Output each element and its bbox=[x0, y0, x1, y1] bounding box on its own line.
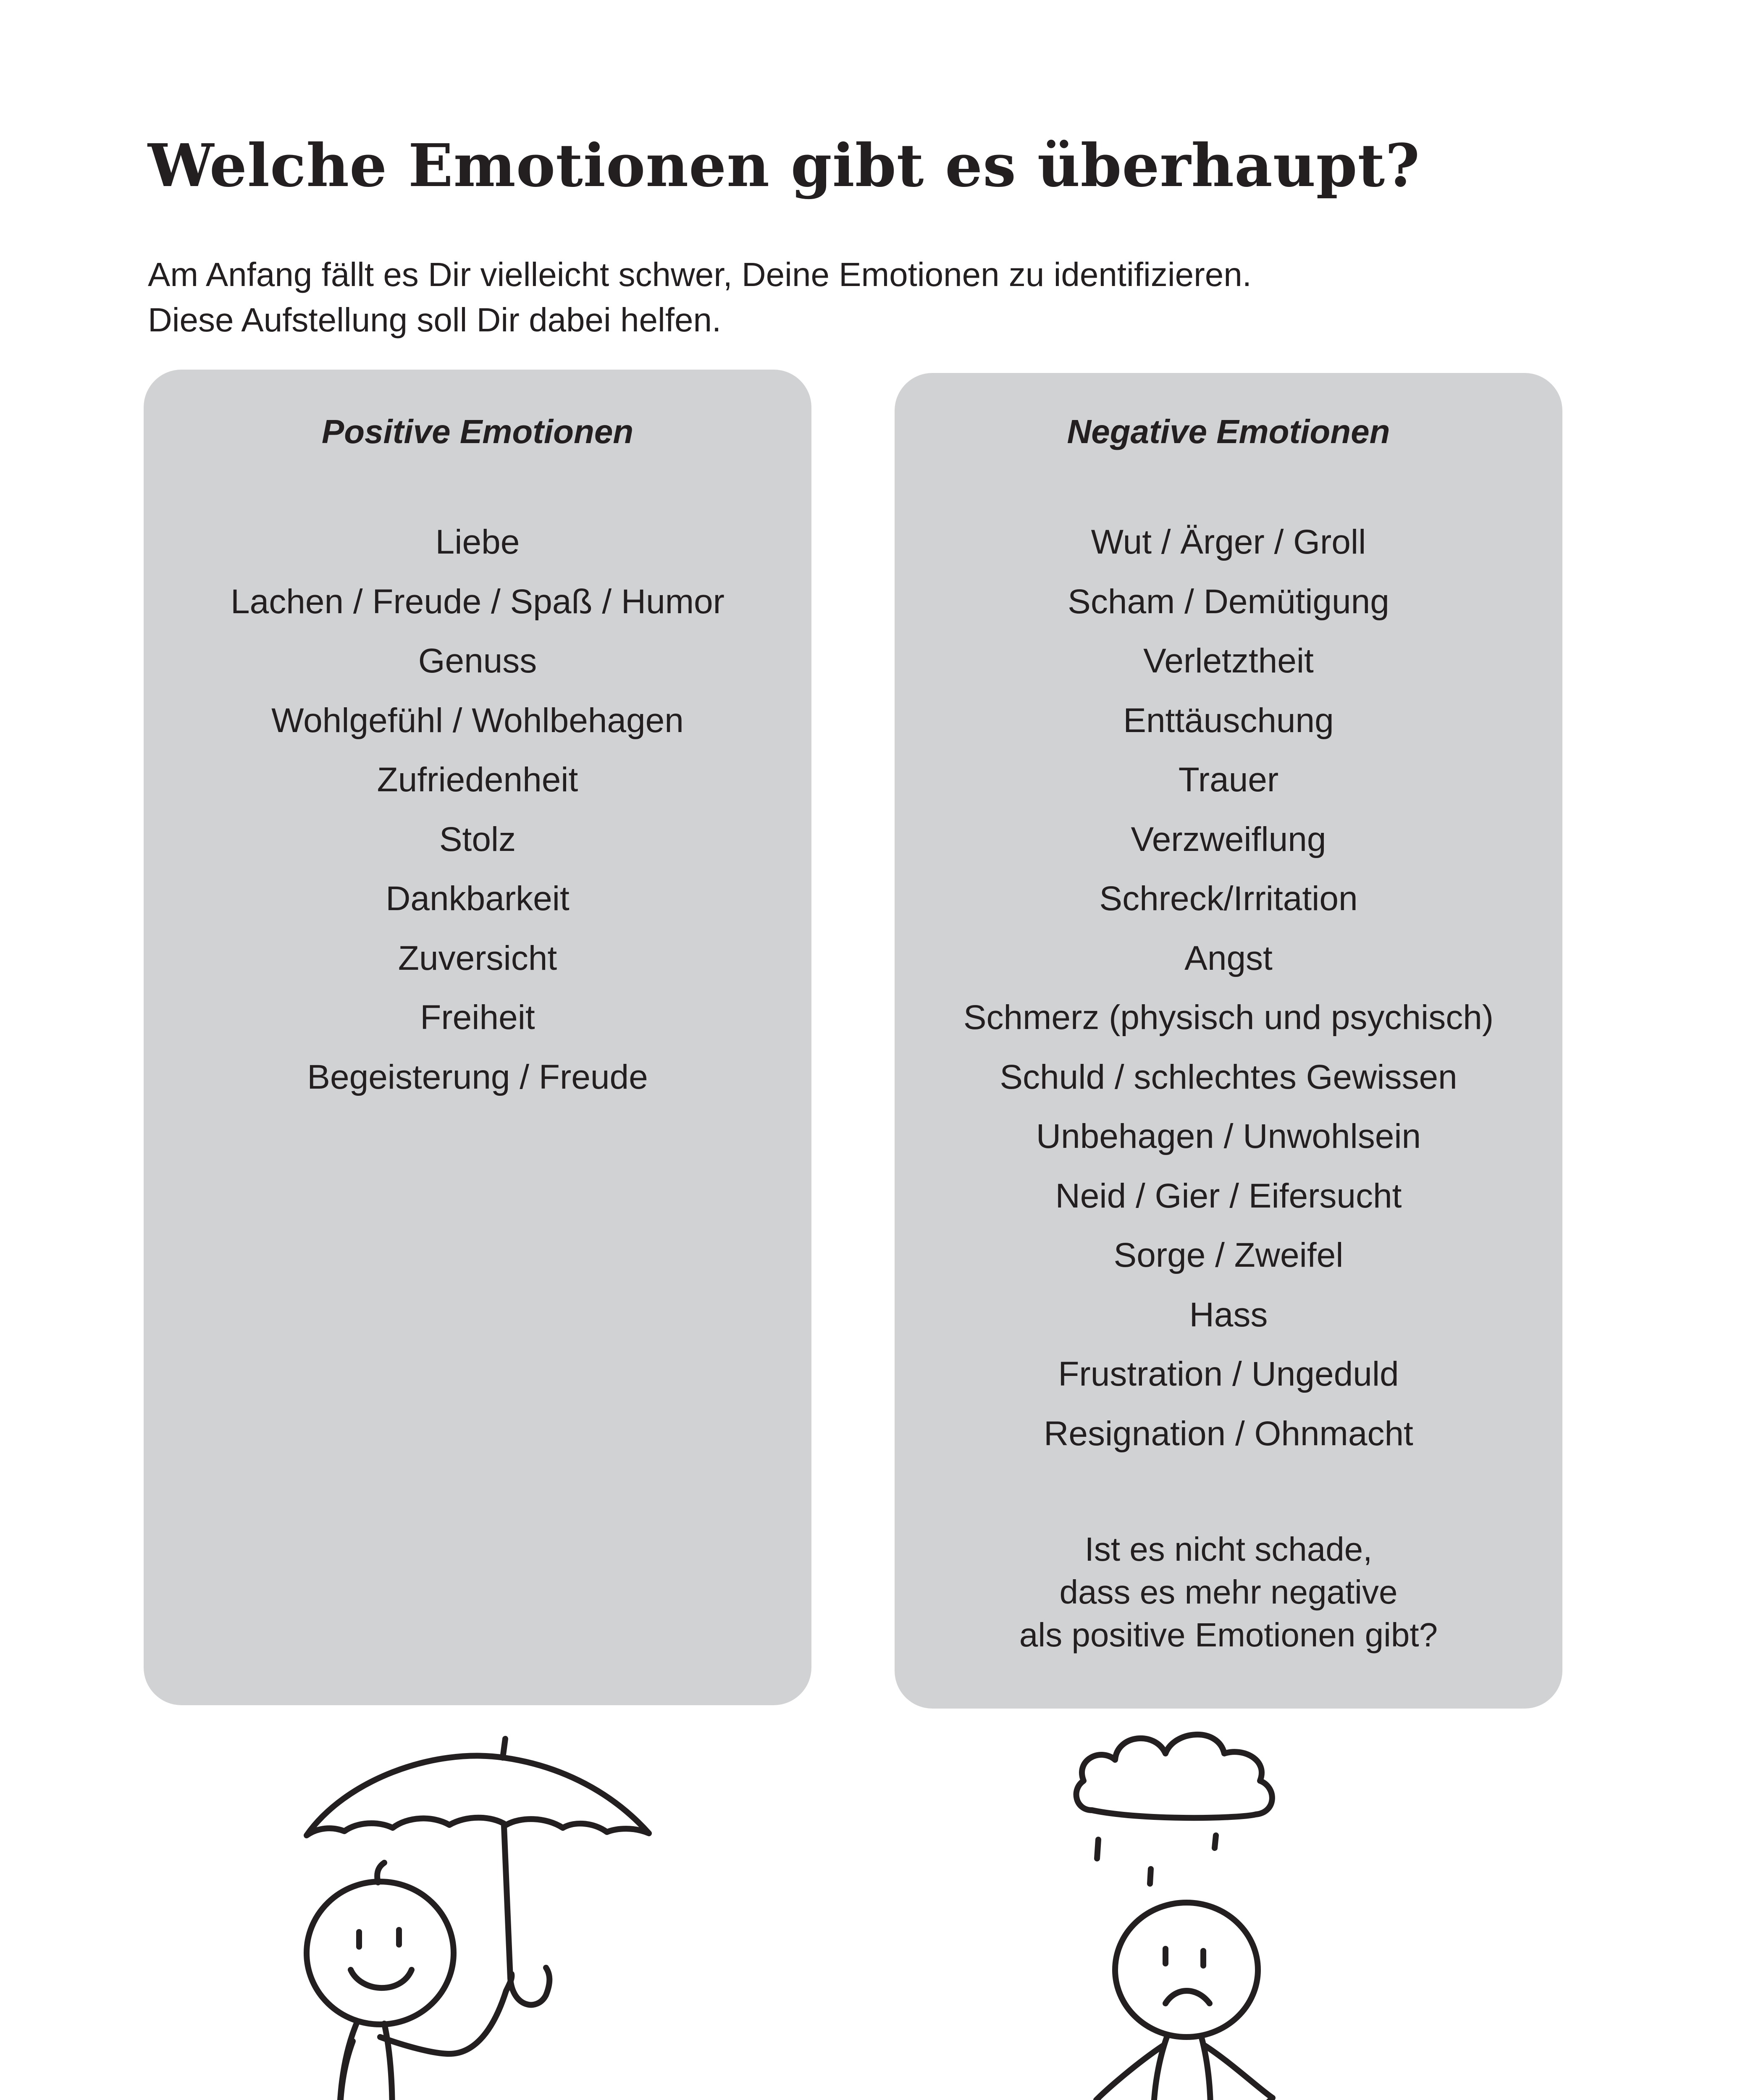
intro-text bbox=[148, 252, 1576, 343]
list-item: Zufriedenheit bbox=[377, 761, 578, 799]
umbrella-tip bbox=[503, 1739, 505, 1758]
umbrella-figure-drawing bbox=[294, 1718, 672, 2100]
umbrella-canopy bbox=[307, 1756, 649, 1835]
umbrella-figure-illustration bbox=[294, 1718, 672, 2100]
list-item: Wohlgefühl / Wohlbehagen bbox=[271, 701, 684, 740]
list-item: Begeisterung / Freude bbox=[307, 1058, 648, 1096]
intro-line: Am Anfang fällt es Dir vielleicht schwer, Deine Emotionen zu identifizieren. bbox=[148, 256, 1252, 293]
list-item: Genuss bbox=[418, 642, 537, 680]
right-arm bbox=[1205, 2045, 1273, 2100]
positive-emotions-heading: Positive Emotionen bbox=[321, 413, 634, 450]
rain-cloud-figure-illustration bbox=[1058, 1714, 1394, 2100]
list-item: Neid / Gier / Eifersucht bbox=[1055, 1176, 1402, 1215]
raindrop bbox=[1150, 1869, 1151, 1884]
list-item: Verzweiflung bbox=[1131, 820, 1326, 858]
list-item: Zuversicht bbox=[398, 939, 557, 977]
happy-face-head bbox=[307, 1882, 454, 2024]
intro-line: Diese Aufstellung soll Dir dabei helfen. bbox=[148, 301, 722, 339]
list-item: Enttäuschung bbox=[1123, 701, 1334, 740]
list-item: Trauer bbox=[1178, 761, 1279, 799]
list-item: Hass bbox=[1189, 1295, 1268, 1334]
closing-note-line: dass es mehr negative bbox=[1059, 1573, 1398, 1611]
page-title: Welche Emotionen gibt es überhaupt? bbox=[148, 131, 1420, 200]
sad-face-head bbox=[1115, 1903, 1258, 2037]
closing-note-line: Ist es nicht schade, bbox=[1084, 1530, 1373, 1568]
frown bbox=[1166, 1991, 1210, 2003]
raindrop bbox=[1215, 1835, 1216, 1848]
list-item: Sorge / Zweifel bbox=[1113, 1236, 1344, 1274]
list-item: Schreck/Irritation bbox=[1099, 879, 1358, 918]
closing-note-line: als positive Emotionen gibt? bbox=[1019, 1616, 1438, 1654]
list-item: Lachen / Freude / Spaß / Humor bbox=[231, 582, 724, 621]
raindrop bbox=[1097, 1840, 1098, 1858]
positive-emotions-list bbox=[144, 512, 811, 1107]
negative-emotions-heading: Negative Emotionen bbox=[1067, 413, 1390, 450]
list-item: Frustration / Ungeduld bbox=[1058, 1355, 1399, 1393]
list-item: Scham / Demütigung bbox=[1068, 582, 1389, 621]
list-item: Liebe bbox=[435, 523, 520, 561]
list-item: Dankbarkeit bbox=[386, 879, 570, 918]
list-item: Freiheit bbox=[420, 998, 535, 1037]
positive-emotions-box bbox=[144, 370, 811, 1705]
negative-emotions-box bbox=[895, 373, 1562, 1709]
list-item: Schuld / schlechtes Gewissen bbox=[1000, 1058, 1457, 1096]
list-item: Verletztheit bbox=[1143, 642, 1314, 680]
smile bbox=[351, 1970, 412, 1988]
list-item: Angst bbox=[1184, 939, 1273, 977]
cloud-icon bbox=[1076, 1735, 1272, 1818]
closing-note bbox=[895, 1528, 1562, 1656]
list-item: Schmerz (physisch und psychisch) bbox=[963, 998, 1494, 1037]
list-item: Stolz bbox=[439, 820, 516, 858]
negative-emotions-list bbox=[895, 512, 1562, 1463]
list-item: Unbehagen / Unwohlsein bbox=[1036, 1117, 1421, 1155]
list-item: Wut / Ärger / Groll bbox=[1091, 523, 1366, 561]
rain-cloud-figure-drawing bbox=[1058, 1714, 1394, 2100]
list-item: Resignation / Ohnmacht bbox=[1044, 1414, 1413, 1453]
